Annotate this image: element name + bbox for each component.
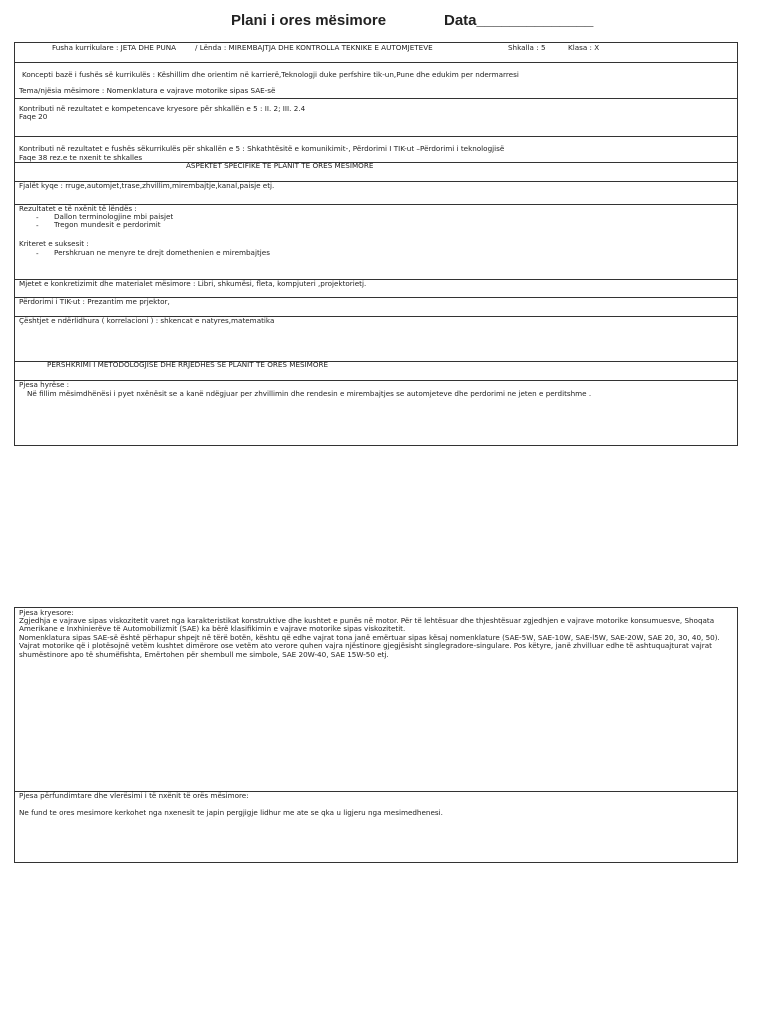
main-part-label: Pjesa kryesore:	[19, 608, 74, 617]
row-subject	[15, 43, 737, 63]
lesson-main-table	[14, 607, 738, 863]
row-key-competences	[15, 99, 737, 137]
success-criteria-label: Kriteret e suksesit :	[19, 239, 89, 248]
main-part-paragraph: Nomenklatura sipas SAE-së është përhapur shpejt në tërë botën, kështu që edhe vajrat tona janë emërtuar sipas kësaj nomenklature (SAE-5W, SAE-10W, SAE-l5W, SAE-20W, SAE 20, 30, 40, 50).	[19, 632, 720, 642]
key-competences-contribution: Kontributi në rezultatet e kompetencave kryesore për shkallën e 5 : II. 2; III. 2.4	[19, 104, 306, 113]
row-conclusion	[15, 792, 737, 862]
list-dash: -	[36, 221, 39, 230]
conclusion-text: Ne fund te ores mesimore kerkohet nga nxenesit te japin pergjigje lidhur me ate se qka u ligjeru nga mesimedhenesi.	[19, 808, 443, 817]
page-title: Plani i ores mësimore	[231, 12, 387, 29]
page-reference-20: Faqe 20	[19, 112, 48, 121]
date-label: Data______________	[444, 12, 594, 29]
learning-outcomes-label: Rezultatet e të nxënit të lëndës :	[19, 204, 137, 213]
grade-level: Shkalla : 5	[508, 43, 546, 52]
lesson-topic: Tema/njësia mësimore : Nomenklatura e vajrave motorike sipas SAE-së	[19, 86, 276, 95]
row-introduction	[15, 381, 737, 445]
list-dash: -	[36, 249, 39, 258]
criteria-item: Pershkruan ne menyre te drejt domethenien e mirembajtjes	[54, 248, 270, 257]
main-part-paragraph: Zgjedhja e vajrave sipas viskozitetit varet nga karakteristikat konstruktive dhe kushtet e punës në motor. Për të lehtësuar dhe thjeshtësuar zgjedhjen e vajrave motorike konsumuesve, Shoqata Amerikane e Inxhinierëve të Automobilizmit (SAE) ka bërë klasifikimin e vajrave motorike sipas viskozitetit.	[19, 616, 715, 634]
row-ict-use	[15, 298, 737, 317]
outcome-item: Tregon mundesit e perdorimit	[54, 220, 161, 229]
row-field-competences	[15, 137, 737, 163]
teaching-materials: Mjetet e konkretizimit dhe materialet mësimore : Libri, shkumësi, fleta, kompjuteri ,projektorietj.	[19, 279, 367, 288]
row-specific-aspects-heading	[15, 163, 737, 182]
row-learning-outcomes	[15, 205, 737, 280]
correlation: Çështjet e ndërlidhura ( korrelacioni ) : shkencat e natyres,matematika	[19, 316, 275, 325]
field-competences-contribution: Kontributi në rezultatet e fushës sëkurrikulës për shkallën e 5 : Shkathtësitë e komunikimit-, Përdorimi I TIK-ut –Përdorimi i teknologjisë	[19, 144, 505, 153]
row-materials	[15, 280, 737, 298]
core-concept: Koncepti bazë i fushës së kurrikulës : Këshillim dhe orientim në karrierë,Teknologji duke perfshire tik-un,Pune dhe edukim per ndermarresi	[22, 70, 519, 79]
subject-name: / Lënda : MIREMBAJTJA DHE KONTROLLA TEKNIKE E AUTOMJETEVE	[195, 43, 433, 52]
keywords: Fjalët kyqe : rruge,automjet,trase,zhvillim,mirembajtje,kanal,paisje etj.	[19, 181, 275, 190]
outcome-item: Dallon terminologjine mbi paisjet	[54, 212, 174, 221]
class-label: Klasa : X	[568, 43, 600, 52]
specific-aspects-heading: ASPEKTET SPECIFIKE TE PLANIT TE ORES MESIMORE	[186, 161, 374, 170]
introduction-text: Në fillim mësimdhënësi i pyet nxënësit se a kanë ndëgjuar per zhvillimin dhe rendesin e mirembajtjes se automjeteve dhe perdorimi ne jeten e perditshme .	[27, 389, 592, 398]
conclusion-label: Pjesa përfundimtare dhe vlerësimi i të nxënit të orës mësimore:	[19, 791, 249, 800]
row-main-part	[15, 608, 737, 792]
ict-use: Përdorimi i TIK-ut : Prezantim me prjektor,	[19, 297, 170, 306]
methodology-heading: PERSHKRIMI I METODOLOGJISE DHE RRJEDHES SE PLANIT TE ORES MESIMORE	[47, 360, 329, 369]
lesson-plan-table	[14, 42, 738, 446]
main-part-paragraph: Vajrat motorike që i plotësojnë vetëm kushtet dimërore ose vetëm ato verore quhen vajra njëstinore gjegjësisht singlegradore-singulare. Pos këtyre, janë zhvilluar edhe të ashtuquajturat vajrat shumëstinore apo të shumëfishta, Emërtohen për shembull me simbole, SAE 20W-40, SAE 15W-50 etj.	[19, 641, 712, 659]
page-reference-38: Faqe 38 rez.e te nxenit te shkalles	[19, 153, 143, 162]
row-methodology-heading	[15, 362, 737, 381]
row-keywords	[15, 182, 737, 205]
main-part-text	[19, 617, 731, 659]
row-correlation	[15, 317, 737, 362]
row-concept	[15, 63, 737, 99]
curriculum-field: Fusha kurrikulare : JETA DHE PUNA	[52, 43, 177, 52]
introduction-label: Pjesa hyrëse :	[19, 380, 70, 389]
list-dash: -	[36, 213, 39, 222]
